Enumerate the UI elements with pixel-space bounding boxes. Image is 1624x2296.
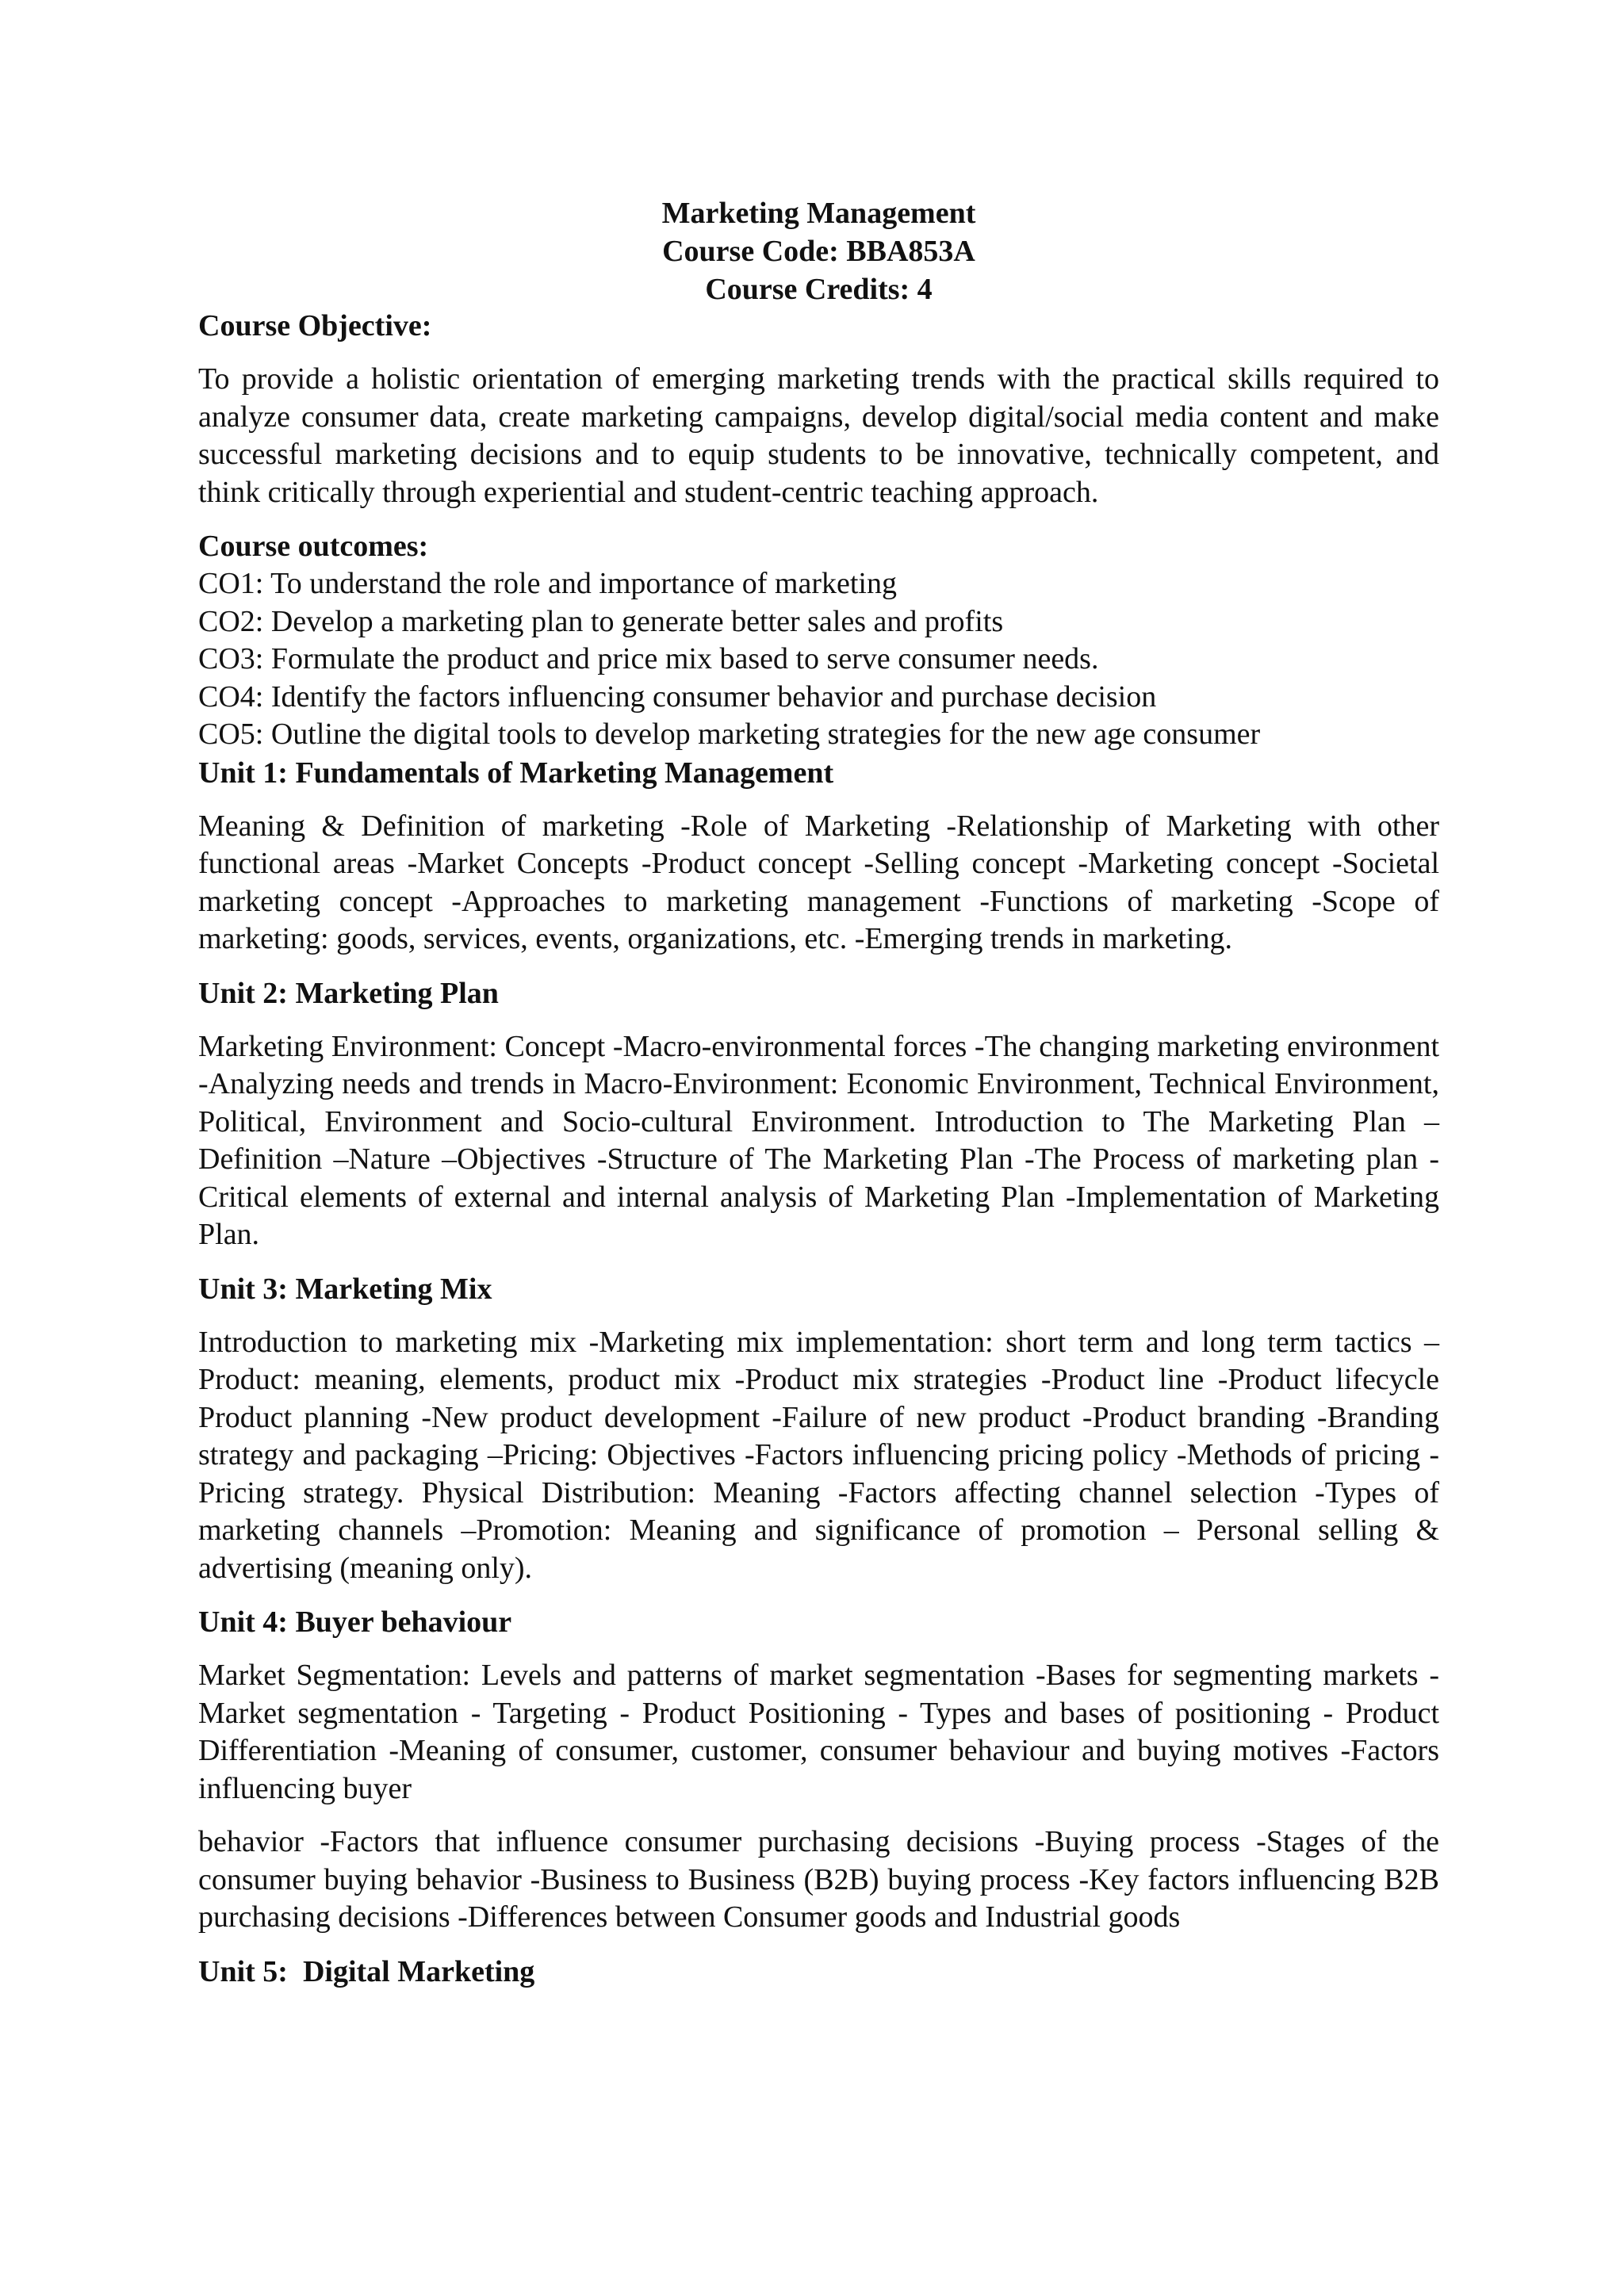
unit-1-heading: Unit 1: Fundamentals of Marketing Management <box>198 756 834 790</box>
unit-5-heading: Unit 5: Digital Marketing <box>198 1954 535 1988</box>
unit-2-heading: Unit 2: Marketing Plan <box>198 976 499 1010</box>
course-code: Course Code: BBA853A <box>662 235 975 268</box>
list-item: CO1: To understand the role and importance of marketing <box>198 567 897 600</box>
objective-heading: Course Objective: <box>198 309 432 342</box>
outcomes-list <box>198 565 1439 754</box>
list-item: CO2: Develop a marketing plan to generate better sales and profits <box>198 604 1004 638</box>
course-credits: Course Credits: 4 <box>705 273 933 306</box>
outcomes-heading: Course outcomes: <box>198 530 429 563</box>
unit-3-text: Introduction to marketing mix -Marketing mix implementation: short term and long term tactics –Product: meaning, elements, product mix -Product mix strategies -Product line -Product lifecycle Product planning -New product development -Failure of new product -Product branding -Branding strategy and packaging –Pricing: Objectives -Factors influencing pricing policy -Methods of pricing -Pricing strategy. Physical Distribution: Meaning -Factors affecting channel selection -Types of marketing channels –Promotion: Meaning and significance of promotion – Personal selling & advertising (meaning only). <box>198 1325 1439 1585</box>
list-item: CO5: Outline the digital tools to develop marketing strategies for the new age consumer <box>198 718 1261 751</box>
unit-4-text-1: Market Segmentation: Levels and patterns of market segmentation -Bases for segmenting markets -Market segmentation - Targeting - Product Positioning - Types and bases of positioning - Product Differentiation -Meaning of consumer, customer, consumer behaviour and buying motives -Factors influencing buyer <box>198 1659 1439 1805</box>
list-item: CO3: Formulate the product and price mix based to serve consumer needs. <box>198 642 1099 675</box>
unit-1-text: Meaning & Definition of marketing -Role of Marketing -Relationship of Marketing with other functional areas -Market Concepts -Product concept -Selling concept -Marketing concept -Societal marketing concept -Approaches to marketing management -Functions of marketing -Scope of marketing: goods, services, events, organizations, etc. -Emerging trends in marketing. <box>198 809 1439 955</box>
list-item: CO4: Identify the factors influencing consumer behavior and purchase decision <box>198 679 1157 714</box>
course-title: Marketing Management <box>661 197 976 230</box>
unit-4-heading: Unit 4: Buyer behaviour <box>198 1605 512 1639</box>
objective-text: To provide a holistic orientation of emerging marketing trends with the practical skills required to analyze consumer data, create marketing campaigns, develop digital/social media content and make successful marketing decisions and to equip students to be innovative, technically competent, and think critically through experiential and student-centric teaching approach. <box>198 362 1439 509</box>
document-page <box>198 194 1439 1991</box>
unit-3-heading: Unit 3: Marketing Mix <box>198 1272 492 1306</box>
unit-2-text: Marketing Environment: Concept -Macro-environmental forces -The changing marketing environment -Analyzing needs and trends in Macro-Environment: Economic Environment, Technical Environment, Political, Environment and Socio-cultural Environment. Introduction to The Marketing Plan –Definition –Nature –Objectives -Structure of The Marketing Plan -The Process of marketing plan -Critical elements of external and internal analysis of Marketing Plan -Implementation of Marketing Plan. <box>198 1029 1439 1251</box>
unit-4-text-2: behavior -Factors that influence consumer purchasing decisions -Buying process -Stages of the consumer buying behavior -Business to Business (B2B) buying process -Key factors influencing B2B purchasing decisions -Differences between Consumer goods and Industrial goods <box>198 1825 1439 1934</box>
title-block <box>198 194 1439 308</box>
